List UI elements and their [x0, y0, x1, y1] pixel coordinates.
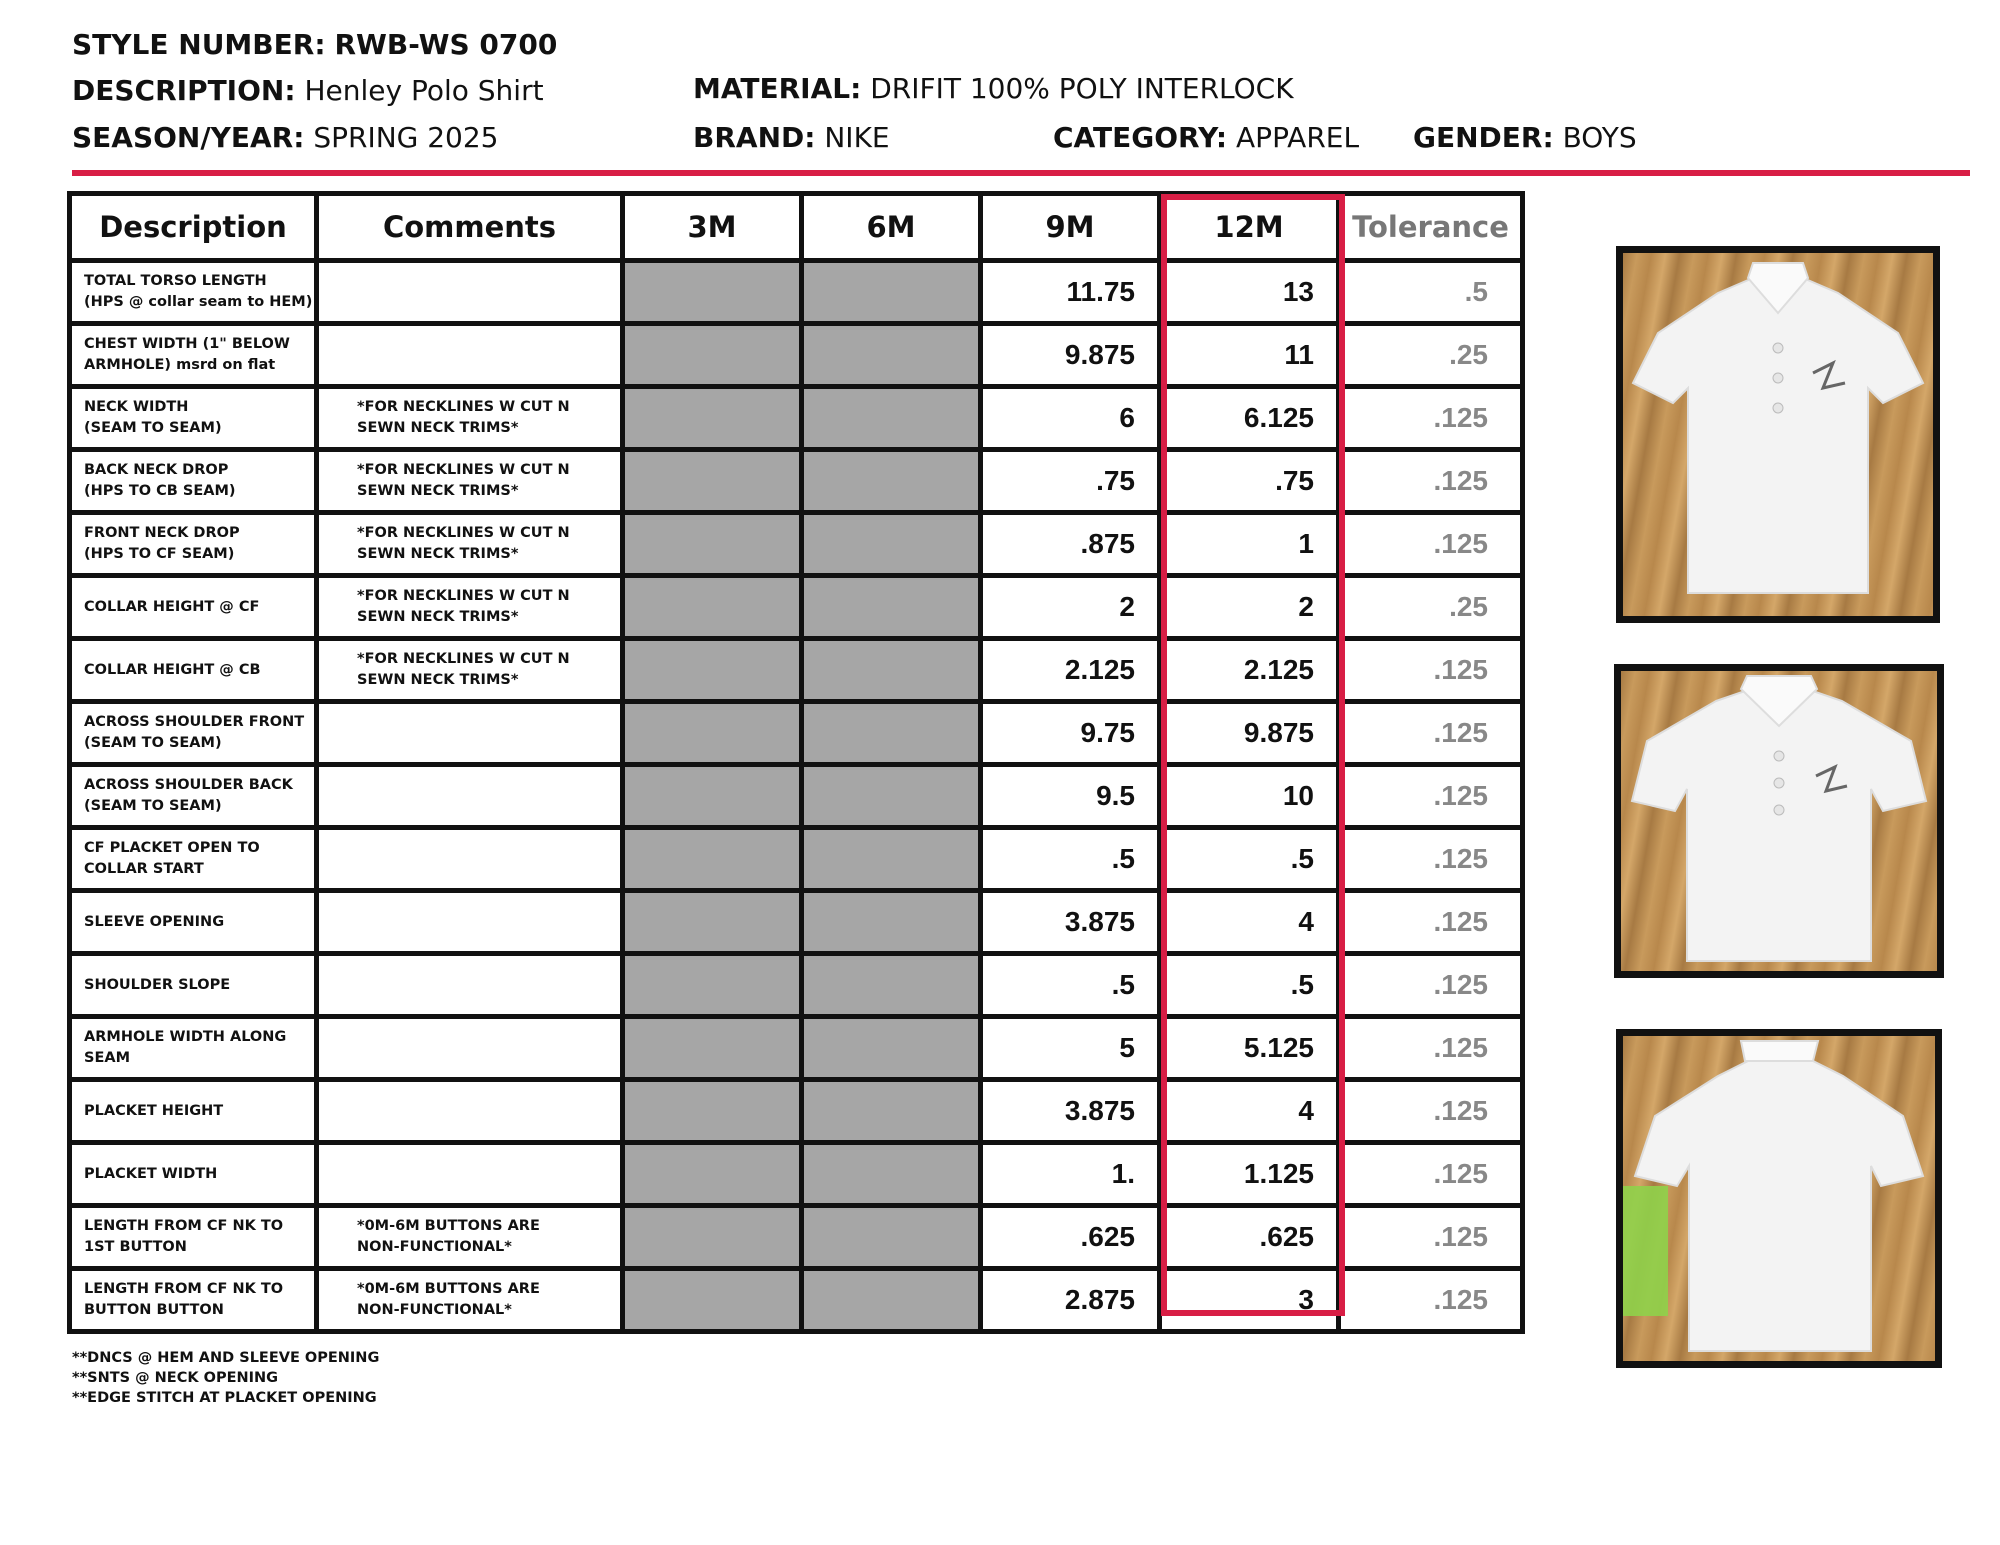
- shirt-front-flat-photo: [1614, 664, 1944, 978]
- row-description-line1: SLEEVE OPENING: [84, 913, 225, 930]
- row-3m-cell: [623, 954, 802, 1017]
- row-3m-cell: [623, 450, 802, 513]
- row-6m-cell: [802, 576, 981, 639]
- row-comment: [317, 702, 623, 765]
- material: MATERIAL: DRIFIT 100% POLY INTERLOCK: [693, 72, 1294, 105]
- spec-table: [67, 191, 1525, 1334]
- row-tolerance-value: .125: [1339, 828, 1523, 891]
- row-tolerance-value: .125: [1339, 954, 1523, 1017]
- brand: BRAND: NIKE: [693, 121, 890, 154]
- row-comment-line2: SEWN NECK TRIMS*: [357, 546, 519, 562]
- row-6m-cell: [802, 450, 981, 513]
- row-description: [70, 261, 317, 324]
- row-6m-cell: [802, 702, 981, 765]
- row-6m-cell: [802, 828, 981, 891]
- row-3m-cell: [623, 513, 802, 576]
- shirt-front-illustration: [1623, 253, 1933, 616]
- row-9m-value: 3.875: [981, 1080, 1160, 1143]
- row-6m-cell: [802, 261, 981, 324]
- row-description: [70, 828, 317, 891]
- table-row: [70, 450, 1523, 513]
- row-description: [70, 450, 317, 513]
- row-description: [70, 324, 317, 387]
- row-12m-value: 11: [1160, 324, 1339, 387]
- row-tolerance-value: .125: [1339, 1206, 1523, 1269]
- row-description-line1: PLACKET WIDTH: [84, 1165, 218, 1182]
- row-6m-cell: [802, 639, 981, 702]
- row-description-line2: (HPS TO CB SEAM): [84, 483, 236, 499]
- row-comment-line2: NON-FUNCTIONAL*: [357, 1302, 512, 1318]
- row-comment-line2: SEWN NECK TRIMS*: [357, 483, 519, 499]
- row-12m-value: 13: [1160, 261, 1339, 324]
- row-description-line1: COLLAR HEIGHT @ CF: [84, 598, 260, 615]
- note-line: **SNTS @ NECK OPENING: [72, 1370, 279, 1386]
- row-description-line1: PLACKET HEIGHT: [84, 1102, 224, 1119]
- row-description: [70, 576, 317, 639]
- row-description-line1: ARMHOLE WIDTH ALONG: [84, 1029, 287, 1045]
- row-12m-value: 4: [1160, 1080, 1339, 1143]
- row-comment: [317, 324, 623, 387]
- row-6m-cell: [802, 1143, 981, 1206]
- row-description-line1: BACK NECK DROP: [84, 462, 229, 478]
- row-description-line2: (HPS @ collar seam to HEM): [84, 294, 313, 310]
- row-description: [70, 387, 317, 450]
- row-comment-line1: *FOR NECKLINES W CUT N: [357, 462, 570, 478]
- note-line: **EDGE STITCH AT PLACKET OPENING: [72, 1390, 377, 1406]
- row-9m-value: 6: [981, 387, 1160, 450]
- row-9m-value: .875: [981, 513, 1160, 576]
- season-year: SEASON/YEAR: SPRING 2025: [72, 121, 499, 154]
- table-row: [70, 513, 1523, 576]
- row-comment: [317, 576, 623, 639]
- col-header-6m: 6M: [802, 194, 981, 261]
- row-comment: [317, 765, 623, 828]
- row-3m-cell: [623, 261, 802, 324]
- row-12m-value: 10: [1160, 765, 1339, 828]
- row-description: [70, 1017, 317, 1080]
- row-3m-cell: [623, 1017, 802, 1080]
- row-12m-value: .75: [1160, 450, 1339, 513]
- row-tolerance-value: .125: [1339, 513, 1523, 576]
- table-row: [70, 1206, 1523, 1269]
- row-comment-line1: *0M-6M BUTTONS ARE: [357, 1281, 540, 1297]
- row-comment: [317, 450, 623, 513]
- table-row: [70, 639, 1523, 702]
- row-comment: [317, 891, 623, 954]
- table-row: [70, 576, 1523, 639]
- row-comment-line1: *FOR NECKLINES W CUT N: [357, 525, 570, 541]
- row-9m-value: 1.: [981, 1143, 1160, 1206]
- table-row: [70, 954, 1523, 1017]
- row-tolerance-value: .125: [1339, 1143, 1523, 1206]
- row-tolerance-value: .5: [1339, 261, 1523, 324]
- row-description-line2: (SEAM TO SEAM): [84, 420, 222, 436]
- shirt-front-photo: [1616, 246, 1940, 623]
- row-description-line1: ACROSS SHOULDER BACK: [84, 777, 293, 793]
- row-comment-line1: *FOR NECKLINES W CUT N: [357, 588, 570, 604]
- row-12m-value: 2: [1160, 576, 1339, 639]
- row-comment-line2: SEWN NECK TRIMS*: [357, 420, 519, 436]
- category: CATEGORY: APPAREL: [1053, 121, 1360, 154]
- col-header-description: Description: [70, 194, 317, 261]
- row-description-line2: (SEAM TO SEAM): [84, 798, 222, 814]
- row-comment-line1: *FOR NECKLINES W CUT N: [357, 651, 570, 667]
- row-comment-line2: NON-FUNCTIONAL*: [357, 1239, 512, 1255]
- row-description-line1: NECK WIDTH: [84, 399, 189, 415]
- row-3m-cell: [623, 828, 802, 891]
- header-divider: [72, 170, 1970, 176]
- row-6m-cell: [802, 387, 981, 450]
- row-tolerance-value: .125: [1339, 387, 1523, 450]
- row-9m-value: 2.875: [981, 1269, 1160, 1332]
- row-12m-value: 1.125: [1160, 1143, 1339, 1206]
- row-12m-value: .625: [1160, 1206, 1339, 1269]
- row-comment: [317, 828, 623, 891]
- row-12m-value: .5: [1160, 954, 1339, 1017]
- row-description: [70, 513, 317, 576]
- row-12m-value: 6.125: [1160, 387, 1339, 450]
- row-12m-value: .5: [1160, 828, 1339, 891]
- row-3m-cell: [623, 1269, 802, 1332]
- row-tolerance-value: .125: [1339, 891, 1523, 954]
- row-comment: [317, 1143, 623, 1206]
- table-row: [70, 891, 1523, 954]
- col-header-12m: 12M: [1160, 194, 1339, 261]
- row-description-line1: FRONT NECK DROP: [84, 525, 240, 541]
- row-6m-cell: [802, 1269, 981, 1332]
- row-description: [70, 1269, 317, 1332]
- row-comment: [317, 1080, 623, 1143]
- row-comment-line2: SEWN NECK TRIMS*: [357, 609, 519, 625]
- row-9m-value: .5: [981, 828, 1160, 891]
- row-9m-value: 3.875: [981, 891, 1160, 954]
- row-9m-value: 9.75: [981, 702, 1160, 765]
- table-row: [70, 261, 1523, 324]
- row-comment: [317, 513, 623, 576]
- row-comment: [317, 387, 623, 450]
- row-comment: [317, 954, 623, 1017]
- row-3m-cell: [623, 1206, 802, 1269]
- col-header-tolerance: Tolerance: [1339, 194, 1523, 261]
- row-comment-line1: *0M-6M BUTTONS ARE: [357, 1218, 540, 1234]
- row-comment: [317, 639, 623, 702]
- row-description: [70, 954, 317, 1017]
- shirt-back-photo: [1616, 1029, 1942, 1368]
- table-row: [70, 1017, 1523, 1080]
- row-9m-value: 5: [981, 1017, 1160, 1080]
- row-6m-cell: [802, 1080, 981, 1143]
- row-12m-value: 4: [1160, 891, 1339, 954]
- row-description-line1: CHEST WIDTH (1" BELOW: [84, 336, 290, 352]
- row-3m-cell: [623, 639, 802, 702]
- row-3m-cell: [623, 702, 802, 765]
- row-12m-value: 9.875: [1160, 702, 1339, 765]
- row-description-line2: SEAM: [84, 1050, 130, 1066]
- shirt-back-illustration: [1623, 1036, 1935, 1361]
- row-9m-value: 9.5: [981, 765, 1160, 828]
- row-6m-cell: [802, 324, 981, 387]
- row-description-line1: SHOULDER SLOPE: [84, 976, 231, 993]
- row-description: [70, 702, 317, 765]
- row-description-line2: 1ST BUTTON: [84, 1239, 187, 1255]
- row-description-line2: COLLAR START: [84, 861, 204, 877]
- row-6m-cell: [802, 1206, 981, 1269]
- col-header-3m: 3M: [623, 194, 802, 261]
- row-tolerance-value: .25: [1339, 324, 1523, 387]
- row-9m-value: 11.75: [981, 261, 1160, 324]
- row-description-line1: LENGTH FROM CF NK TO: [84, 1218, 284, 1234]
- row-comment: [317, 1206, 623, 1269]
- row-12m-value: 3: [1160, 1269, 1339, 1332]
- row-description: [70, 1206, 317, 1269]
- row-tolerance-value: .125: [1339, 702, 1523, 765]
- row-comment: [317, 1017, 623, 1080]
- row-description-line1: CF PLACKET OPEN TO: [84, 840, 260, 856]
- row-description-line2: (SEAM TO SEAM): [84, 735, 222, 751]
- row-12m-value: 5.125: [1160, 1017, 1339, 1080]
- row-description: [70, 639, 317, 702]
- row-comment: [317, 1269, 623, 1332]
- row-description-line2: (HPS TO CF SEAM): [84, 546, 235, 562]
- row-description-line2: BUTTON BUTTON: [84, 1302, 224, 1318]
- col-header-comments: Comments: [317, 194, 623, 261]
- row-12m-value: 2.125: [1160, 639, 1339, 702]
- row-description-line1: LENGTH FROM CF NK TO: [84, 1281, 284, 1297]
- row-9m-value: 9.875: [981, 324, 1160, 387]
- row-3m-cell: [623, 1080, 802, 1143]
- row-description: [70, 765, 317, 828]
- row-12m-value: 1: [1160, 513, 1339, 576]
- row-comment: [317, 261, 623, 324]
- gender: GENDER: BOYS: [1413, 121, 1637, 154]
- row-9m-value: 2.125: [981, 639, 1160, 702]
- col-header-9m: 9M: [981, 194, 1160, 261]
- row-9m-value: .5: [981, 954, 1160, 1017]
- row-description: [70, 1080, 317, 1143]
- table-row: [70, 387, 1523, 450]
- style-number: STYLE NUMBER: RWB-WS 0700: [72, 28, 558, 61]
- table-row: [70, 1080, 1523, 1143]
- row-9m-value: .625: [981, 1206, 1160, 1269]
- row-3m-cell: [623, 1143, 802, 1206]
- table-row: [70, 1143, 1523, 1206]
- row-6m-cell: [802, 1017, 981, 1080]
- table-row: [70, 765, 1523, 828]
- description: DESCRIPTION: Henley Polo Shirt: [72, 74, 544, 107]
- row-tolerance-value: .25: [1339, 576, 1523, 639]
- row-6m-cell: [802, 513, 981, 576]
- row-tolerance-value: .125: [1339, 1269, 1523, 1332]
- row-3m-cell: [623, 324, 802, 387]
- row-description: [70, 1143, 317, 1206]
- table-row: [70, 702, 1523, 765]
- row-tolerance-value: .125: [1339, 765, 1523, 828]
- row-tolerance-value: .125: [1339, 450, 1523, 513]
- row-3m-cell: [623, 387, 802, 450]
- note-line: **DNCS @ HEM AND SLEEVE OPENING: [72, 1350, 380, 1366]
- row-9m-value: 2: [981, 576, 1160, 639]
- table-row: [70, 324, 1523, 387]
- row-3m-cell: [623, 576, 802, 639]
- row-6m-cell: [802, 954, 981, 1017]
- row-tolerance-value: .125: [1339, 639, 1523, 702]
- shirt-front-flat-illustration: [1621, 671, 1937, 971]
- construction-notes: [72, 1348, 379, 1408]
- row-tolerance-value: .125: [1339, 1080, 1523, 1143]
- row-comment-line2: SEWN NECK TRIMS*: [357, 672, 519, 688]
- row-description-line1: ACROSS SHOULDER FRONT: [84, 714, 305, 730]
- row-description: [70, 891, 317, 954]
- row-6m-cell: [802, 765, 981, 828]
- row-description-line1: TOTAL TORSO LENGTH: [84, 273, 267, 289]
- table-header-row: [70, 194, 1523, 261]
- row-comment-line1: *FOR NECKLINES W CUT N: [357, 399, 570, 415]
- row-9m-value: .75: [981, 450, 1160, 513]
- row-6m-cell: [802, 891, 981, 954]
- table-row: [70, 828, 1523, 891]
- row-description-line2: ARMHOLE) msrd on flat: [84, 357, 276, 373]
- row-tolerance-value: .125: [1339, 1017, 1523, 1080]
- row-3m-cell: [623, 765, 802, 828]
- table-row: [70, 1269, 1523, 1332]
- row-description-line1: COLLAR HEIGHT @ CB: [84, 661, 261, 678]
- row-3m-cell: [623, 891, 802, 954]
